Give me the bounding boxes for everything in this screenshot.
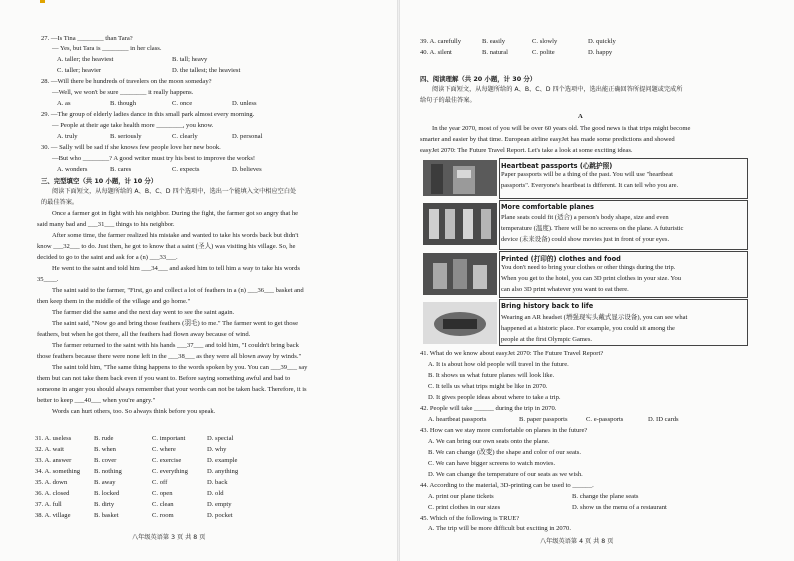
page-footer-right: 八年级英语第 4 页 共 8 页 xyxy=(540,538,614,545)
passage-line: Words can hurt others, too. So always think before you speak. xyxy=(52,408,216,415)
q27-option-a: A. taller; the heaviest xyxy=(57,56,114,63)
ad-text: can also 3D print whatever you want to eat there. xyxy=(501,286,629,293)
q42-stem: 42. People will take ______ during the trip in 2070. xyxy=(420,405,557,412)
q44-option-b: B. change the plane seats xyxy=(572,493,639,500)
reading-instruction-2: 给句子的最佳答案。 xyxy=(420,97,476,104)
q30-option-d: D. believes xyxy=(232,166,262,173)
q30-option-b: B. cares xyxy=(110,166,132,173)
passage-line: The saint told him, "The same thing happens to the words spoken by you. You can ___39___ say xyxy=(52,364,308,371)
ad-text: temperature (温度). There will be no screens on the plane. A futuristic xyxy=(501,225,684,232)
ad-text: Wearing an AR headset (增强现实头戴式显示设备), you can see what xyxy=(501,314,688,321)
q45-option: A. The trip will be more difficult but exciting in 2070. xyxy=(428,525,571,532)
passage-line: then keep them in the middle of the village and go home." xyxy=(37,298,191,305)
q27-reply: — Yes, but Tara is ________ in her class. xyxy=(52,45,162,52)
q44-option-d: D. show us the menu of a restaurant xyxy=(572,504,667,511)
section-reading-title: 四、阅读理解（共 20 小题，计 30 分） xyxy=(420,75,537,83)
ad-text: When you get to the hotel, you can 3D print clothes in your size. You xyxy=(501,275,681,282)
ad-text: passports". Everyone's heartbeat is different. It can tell who you are. xyxy=(501,182,679,189)
plane-seats-photo xyxy=(423,203,497,245)
cloze-option: D. example xyxy=(207,457,238,464)
q43-option: A. We can bring our own seats onto the plane. xyxy=(428,438,550,445)
q29-option-a: A. truly xyxy=(57,133,78,140)
cloze-option: B. natural xyxy=(482,49,509,56)
cloze-option: C. clean xyxy=(152,501,174,508)
cloze-option: B. away xyxy=(94,479,116,486)
q28-option-a: A. as xyxy=(57,100,71,107)
cloze-option: 40. A. silent xyxy=(420,49,452,56)
cloze-option: B. when xyxy=(94,446,116,453)
cloze-option: D. back xyxy=(207,479,228,486)
q28-option-d: D. unless xyxy=(232,100,257,107)
q41-stem: 41. What do we know about easyJet 2070: The Future Travel Report? xyxy=(420,350,604,357)
cloze-option: C. important xyxy=(152,435,186,442)
q28-stem: 28. —Will there be hundreds of travelers on the moon someday? xyxy=(41,78,212,85)
passage-line: someone in anger you should always remember that your words can not be taken back. Therefore, it is xyxy=(37,386,307,393)
q41-option: A. It is about how old people will travel in the future. xyxy=(428,361,569,368)
passage-line: feathers, but when he got there, all the feathers had flown away because of wind. xyxy=(37,331,251,338)
cloze-option: 31. A. useless xyxy=(35,435,72,442)
cloze-option: 39. A. carefully xyxy=(420,38,462,45)
passage-line: decided to go to the saint and ask for a (n) ___33___. xyxy=(37,254,178,261)
intro-line: In the year 2070, most of you will be over 60 years old. The good news is that trips might become xyxy=(432,125,691,132)
cloze-option: D. quickly xyxy=(588,38,616,45)
cloze-instruction-2: 的最佳答案。 xyxy=(41,199,79,206)
cloze-option: 33. A. answer xyxy=(35,457,72,464)
passage-line: those feathers because there were none left in the ___38___ as they were all blown away by winds." xyxy=(37,353,302,360)
q44-stem: 44. According to the material, 3D-printing can be used to ______. xyxy=(420,482,594,489)
ad-text: You don't need to bring your clothes or other things during the trip. xyxy=(501,264,676,271)
ar-headset-photo xyxy=(423,302,497,344)
ad-text: device (未来设备) could show movies just in front of your eyes. xyxy=(501,236,670,243)
cloze-option: C. open xyxy=(152,490,173,497)
cloze-instruction: 阅读下面短文，从每题所给的 A、B、C、D 四个选项中，选出一个能填入文中相应空白处 xyxy=(52,188,297,195)
cloze-option: C. off xyxy=(152,479,168,486)
color-mark xyxy=(40,0,45,3)
q27-stem: 27. —Is Tina ________ than Tara? xyxy=(41,35,133,42)
q44-option-a: A. print our plane tickets xyxy=(428,493,494,500)
q41-option: D. It gives people ideas about where to take a trip. xyxy=(428,394,561,401)
q28-option-b: B. though xyxy=(110,100,137,107)
ad-title: More comfortable planes xyxy=(501,203,594,211)
q28-option-c: C. once xyxy=(172,100,193,107)
passage-line: The farmer did the same and the next day went to see the saint again. xyxy=(52,309,235,316)
cloze-option: D. old xyxy=(207,490,224,497)
cloze-option: D. special xyxy=(207,435,234,442)
intro-line: easyJet 2070: The Future Travel Report. Let's take a look at some exciting ideas. xyxy=(420,147,633,154)
q42-option-b: B. paper passports xyxy=(519,416,568,423)
passage-line: The saint said, "Now go and bring those feathers (羽毛) to me." The farmer went to get those xyxy=(52,320,299,327)
section-cloze-title: 三、完型填空（共 10 小题，计 10 分） xyxy=(41,177,158,185)
cloze-option: C. where xyxy=(152,446,176,453)
passage-label: A xyxy=(578,113,583,120)
q43-option: C. We can have bigger screens to watch movies. xyxy=(428,460,556,467)
passage-line: them but can not take them back even if you want to. Before saying something awful and bad to xyxy=(37,375,291,382)
q42-option-d: D. ID cards xyxy=(648,416,679,423)
q27-option-c: C. taller; heavier xyxy=(57,67,102,74)
cloze-option: 35. A. down xyxy=(35,479,68,486)
page-footer-left: 八年级英语第 3 页 共 8 页 xyxy=(132,534,206,541)
passage-line: After some time, the farmer realized his mistake and wanted to take his words back but didn't xyxy=(52,232,299,239)
printed-clothes-photo xyxy=(423,253,497,295)
q29-stem: 29. —The group of elderly ladies dance in this small park almost every morning. xyxy=(41,111,255,118)
reading-instruction: 阅读下面短文，从每题所给的 A、B、C、D 四个选项中，选出能正确回答所提问题或完成所 xyxy=(432,86,683,93)
cloze-option: B. locked xyxy=(94,490,120,497)
cloze-option: D. happy xyxy=(588,49,613,56)
passage-line: He went to the saint and told him ___34___ and asked him to tell him a way to take his words xyxy=(52,265,300,272)
cloze-option: D. pocket xyxy=(207,512,233,519)
passage-line: said many bad and ___31___ things to his neighbor. xyxy=(37,221,175,228)
cloze-option: C. room xyxy=(152,512,174,519)
passage-line: 35____. xyxy=(37,276,59,283)
cloze-option: B. cover xyxy=(94,457,117,464)
ad-title: Heartbeat passports (心跳护照) xyxy=(501,162,613,170)
ad-text: Plane seats could fit (适合) a person's body shape, size and even xyxy=(501,214,669,221)
passage-line: The farmer returned to the saint with his hands ___37___ and told him, "I couldn't bring back xyxy=(52,342,299,349)
q29-option-b: B. seriously xyxy=(110,133,142,140)
cloze-option: B. nothing xyxy=(94,468,122,475)
cloze-option: C. everything xyxy=(152,468,188,475)
q29-reply: — People at their age take health more ________, you know. xyxy=(52,122,214,129)
q29-option-d: D. personal xyxy=(232,133,263,140)
passage-line: better to keep ___40___ when you're angry." xyxy=(37,397,156,404)
q30-reply: —But who ________? A good writer must try his best to improve the works! xyxy=(52,155,256,162)
cloze-option: 37. A. full xyxy=(35,501,62,508)
q30-option-c: C. expects xyxy=(172,166,200,173)
q30-option-a: A. wonders xyxy=(57,166,88,173)
ad-text: people at the first Olympic Games. xyxy=(501,336,592,343)
q29-option-c: C. clearly xyxy=(172,133,198,140)
cloze-option: 36. A. closed xyxy=(35,490,70,497)
passage-line: know ___32___ to do. Just then, he got to know that a saint (圣人) was visiting his village. So, he xyxy=(37,243,296,250)
passage-line: Once a farmer got in fight with his neighbor. During the fight, the farmer got so angry that he xyxy=(52,210,299,217)
q41-option: C. It tells us what trips might be like in 2070. xyxy=(428,383,548,390)
q43-stem: 43. How can we stay more comfortable on planes in the future? xyxy=(420,427,588,434)
q42-option-a: A. heartbeat passports xyxy=(428,416,487,423)
ad-title: Bring history back to life xyxy=(501,302,594,310)
cloze-option: B. easily xyxy=(482,38,506,45)
q43-option: B. We can change (改变) the shape and color of our seats. xyxy=(428,449,581,456)
cloze-option: C. polite xyxy=(532,49,555,56)
q30-stem: 30. — Sally will be sad if she knows few people love her new book. xyxy=(41,144,221,151)
cloze-option: 38. A. village xyxy=(35,512,71,519)
q43-option: D. We can change the temperature of our seats as we wish. xyxy=(428,471,583,478)
cloze-option: D. why xyxy=(207,446,227,453)
cloze-option: 32. A. wait xyxy=(35,446,64,453)
q27-option-b: B. tall; heavy xyxy=(172,56,208,63)
intro-line: smarter and easier by that time. European airline easyJet has made some predictions and showed xyxy=(420,136,675,143)
q41-option: B. It shows us what future planes will look like. xyxy=(428,372,555,379)
cloze-option: D. empty xyxy=(207,501,232,508)
cloze-option: C. slowly xyxy=(532,38,558,45)
ad-title: Printed (打印的) clothes and food xyxy=(501,255,621,263)
q28-reply: —Well, we won't be sure ________ it really happens. xyxy=(52,89,194,96)
q45-stem: 45. Which of the following is TRUE? xyxy=(420,515,520,522)
cloze-option: B. dirty xyxy=(94,501,115,508)
q27-option-d: D. the tallest; the heaviest xyxy=(172,67,241,74)
ad-text: happened at a historic place. For example, you could sit among the xyxy=(501,325,675,332)
cloze-option: B. rude xyxy=(94,435,114,442)
cloze-option: C. exercise xyxy=(152,457,182,464)
cloze-option: 34. A. something xyxy=(35,468,81,475)
cloze-option: B. basket xyxy=(94,512,119,519)
passage-line: The saint said to the farmer, "First, go and collect a lot of feathers in a (n) ___36___ basket and xyxy=(52,287,304,294)
q44-option-c: C. print clothes in our sizes xyxy=(428,504,501,511)
ad-text: Paper passports will be a thing of the past. You will use "heartbeat xyxy=(501,171,673,178)
cloze-option: D. anything xyxy=(207,468,239,475)
heartbeat-photo xyxy=(423,160,497,196)
q42-option-c: C. e-passports xyxy=(586,416,624,423)
